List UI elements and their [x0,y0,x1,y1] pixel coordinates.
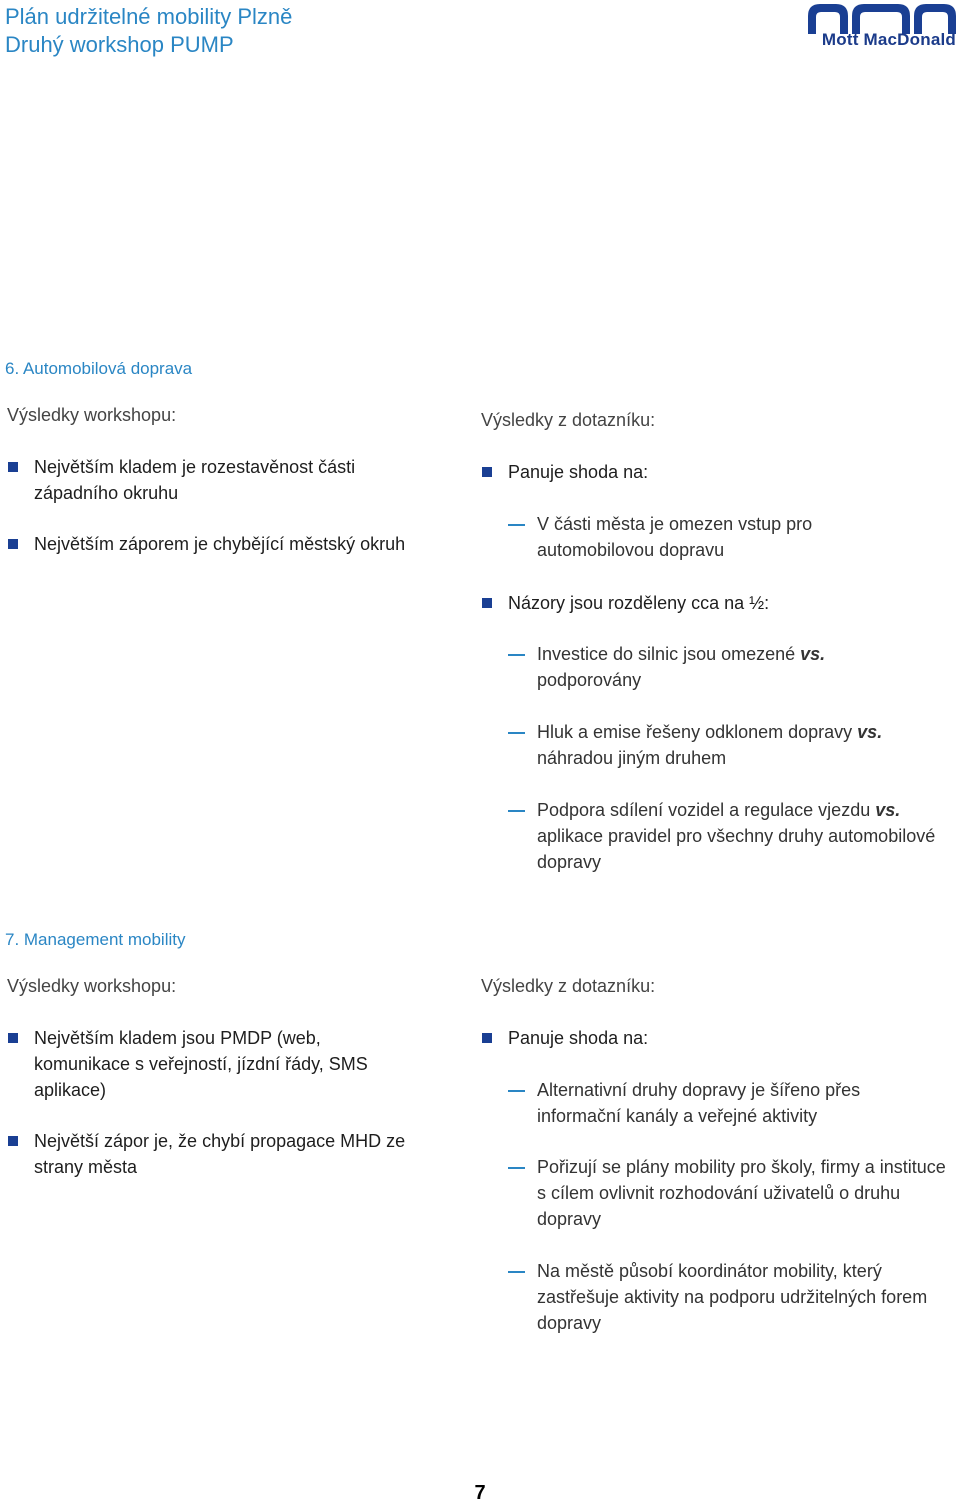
section-7-workshop-heading: Výsledky workshopu: [7,976,177,996]
list-item: Největším kladem jsou PMDP (web, komunikace s veřejností, jízdní řády, SMS aplikace) [34,1025,419,1103]
dash-bullet-icon [508,1271,525,1273]
list-item: Názory jsou rozděleny cca na ½: [508,590,908,616]
dash-bullet-icon [508,810,525,812]
sub-list-item: Alternativní druhy dopravy je šířeno přes informační kanály a veřejné aktivity [537,1077,912,1129]
square-bullet-icon [482,1033,492,1043]
square-bullet-icon [482,598,492,608]
list-item: Panuje shoda na: [508,1025,908,1051]
dash-bullet-icon [508,654,525,656]
section-7-survey-heading: Výsledky z dotazníku: [481,976,656,996]
list-item: Největším kladem je rozestavěnost části západního okruhu [34,454,434,506]
list-item: Největším záporem je chybějící městský okruh [34,531,454,557]
sub-list-item: Podpora sdílení vozidel a regulace vjezdu vs. aplikace pravidel pro všechny druhy automobilové dopravy [537,797,947,875]
sub-list-item: Na městě působí koordinátor mobility, který zastřešuje aktivity na podporu udržitelných forem dopravy [537,1258,932,1336]
sub-list-item: V části města je omezen vstup pro automobilovou dopravu [537,511,867,563]
dash-bullet-icon [508,1167,525,1169]
square-bullet-icon [482,467,492,477]
section-6-survey-heading: Výsledky z dotazníku: [481,410,656,430]
dash-bullet-icon [508,1090,525,1092]
dash-bullet-icon [508,524,525,526]
section-6-workshop-heading: Výsledky workshopu: [7,405,177,425]
square-bullet-icon [8,539,18,549]
sub-list-item: Investice do silnic jsou omezené vs. podporovány [537,641,877,693]
list-item: Panuje shoda na: [508,459,908,485]
sub-list-item: Hluk a emise řešeny odklonem dopravy vs. náhradou jiným druhem [537,719,937,771]
section-7-title: 7. Management mobility [5,930,186,949]
dash-bullet-icon [508,732,525,734]
square-bullet-icon [8,462,18,472]
logo-wordmark: Mott MacDonald [821,30,956,49]
page-number: 7 [474,1482,486,1504]
list-item: Největší zápor je, že chybí propagace MHD ze strany města [34,1128,429,1180]
document-title: Plán udržitelné mobility Plzně [5,4,293,29]
document-subtitle: Druhý workshop PUMP [5,32,234,57]
section-6-title: 6. Automobilová doprava [5,359,193,378]
square-bullet-icon [8,1136,18,1146]
sub-list-item: Pořizují se plány mobility pro školy, firmy a instituce s cílem ovlivnit rozhodování uživatelů o druhu dopravy [537,1154,952,1232]
company-logo [804,0,956,52]
square-bullet-icon [8,1033,18,1043]
